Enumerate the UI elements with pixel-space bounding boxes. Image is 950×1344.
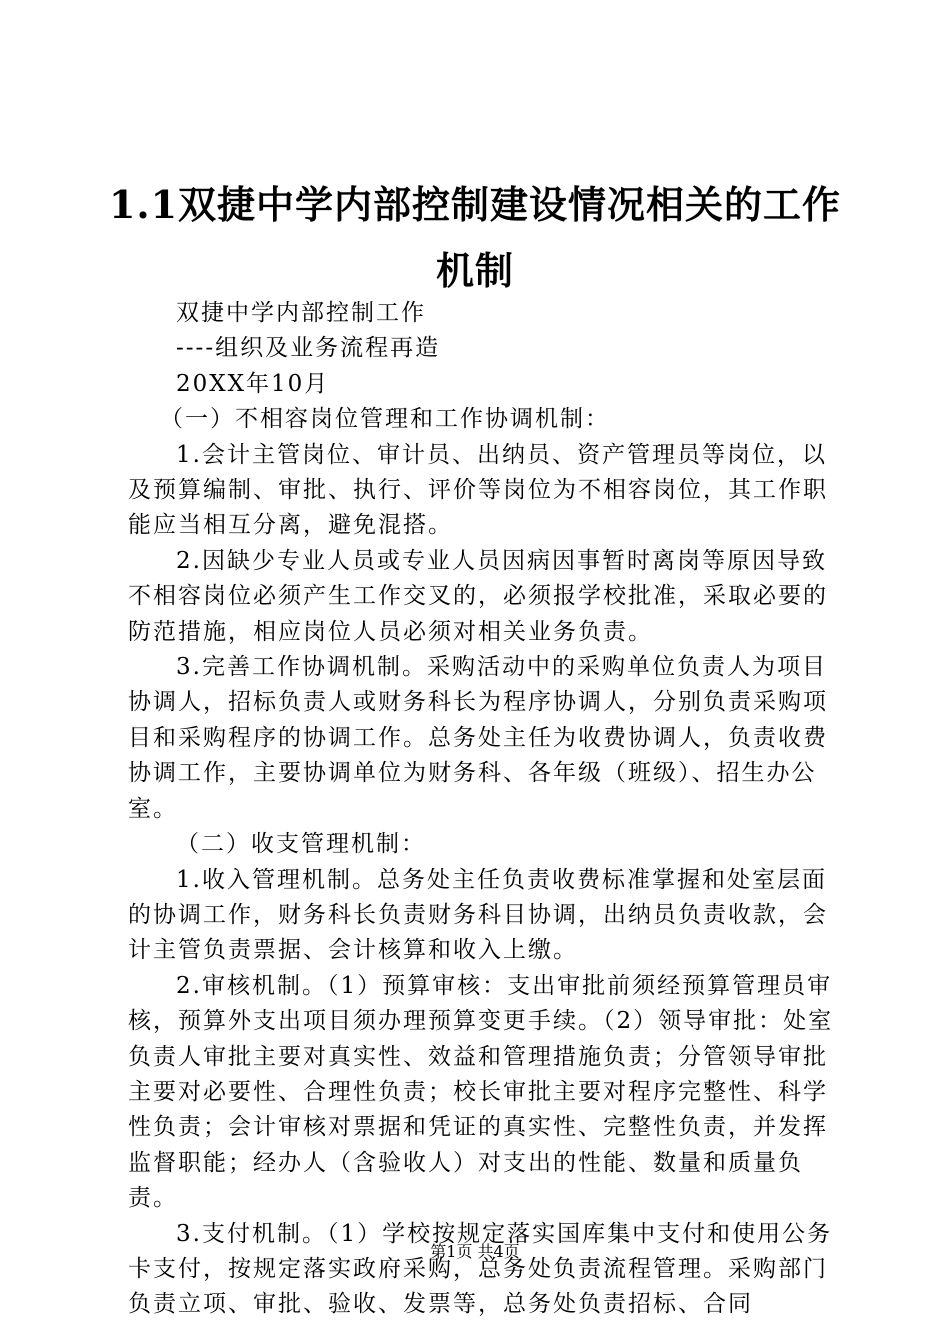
- page-footer: 第1页 共4页: [430, 1242, 520, 1261]
- paragraph: 3.支付机制。（1）学校按规定落实国库集中支付和使用公务卡支付，按规定落实政府采购，总务处负责流程管理。采购部门负责立项、审批、验收、发票等，总务处负责招标、合同: [128, 1220, 833, 1318]
- paragraph: 1.会计主管岗位、审计员、出纳员、资产管理员等岗位，以及预算编制、审批、执行、评价等岗位为不相容岗位，其工作职能应当相互分离，避免混搭。: [128, 441, 828, 539]
- paragraph: （二）收支管理机制：: [176, 831, 426, 858]
- paragraph: 双捷中学内部控制工作: [176, 300, 426, 326]
- paragraph: （一）不相容岗位管理和工作协调机制：: [160, 406, 610, 433]
- document-body: [128, 296, 840, 1323]
- paragraph: 20XX年10月: [176, 370, 330, 397]
- document-title: 1.1双捷中学内部控制建设情况相关的工作机制: [108, 182, 842, 293]
- paragraph: ----组织及业务流程再造: [176, 335, 441, 362]
- paragraph: 2.审核机制。（1）预算审核：支出审批前须经预算管理员审核，预算外支出项目须办理预算变更手续。（2）领导审批：处室负责人审批主要对真实性、效益和管理措施负责；分管领导审批主要对必要性、合理性负责；校长审批主要对程序完整性、科学性负责；会计审核对票据和凭证的真实性、完整性负责，并发挥监督职能；经办人（含验收人）对支出的性能、数量和质量负责。: [128, 972, 834, 1212]
- paragraph: 1.收入管理机制。总务处主任负责收费标准掌握和处室层面的协调工作，财务科长负责财务科目协调，出纳员负责收款，会计主管负责票据、会计核算和收入上缴。: [128, 866, 828, 964]
- paragraph: 2.因缺少专业人员或专业人员因病因事暂时离岗等原因导致不相容岗位必须产生工作交叉的，必须报学校批准，采取必要的防范措施，相应岗位人员必须对相关业务负责。: [128, 547, 828, 645]
- paragraph: 3.完善工作协调机制。采购活动中的采购单位负责人为项目协调人，招标负责人或财务科长为程序协调人，分别负责采购项目和采购程序的协调工作。总务处主任为收费协调人，负责收费协调工作，主要协调单位为财务科、各年级（班级）、招生办公室。: [128, 654, 828, 822]
